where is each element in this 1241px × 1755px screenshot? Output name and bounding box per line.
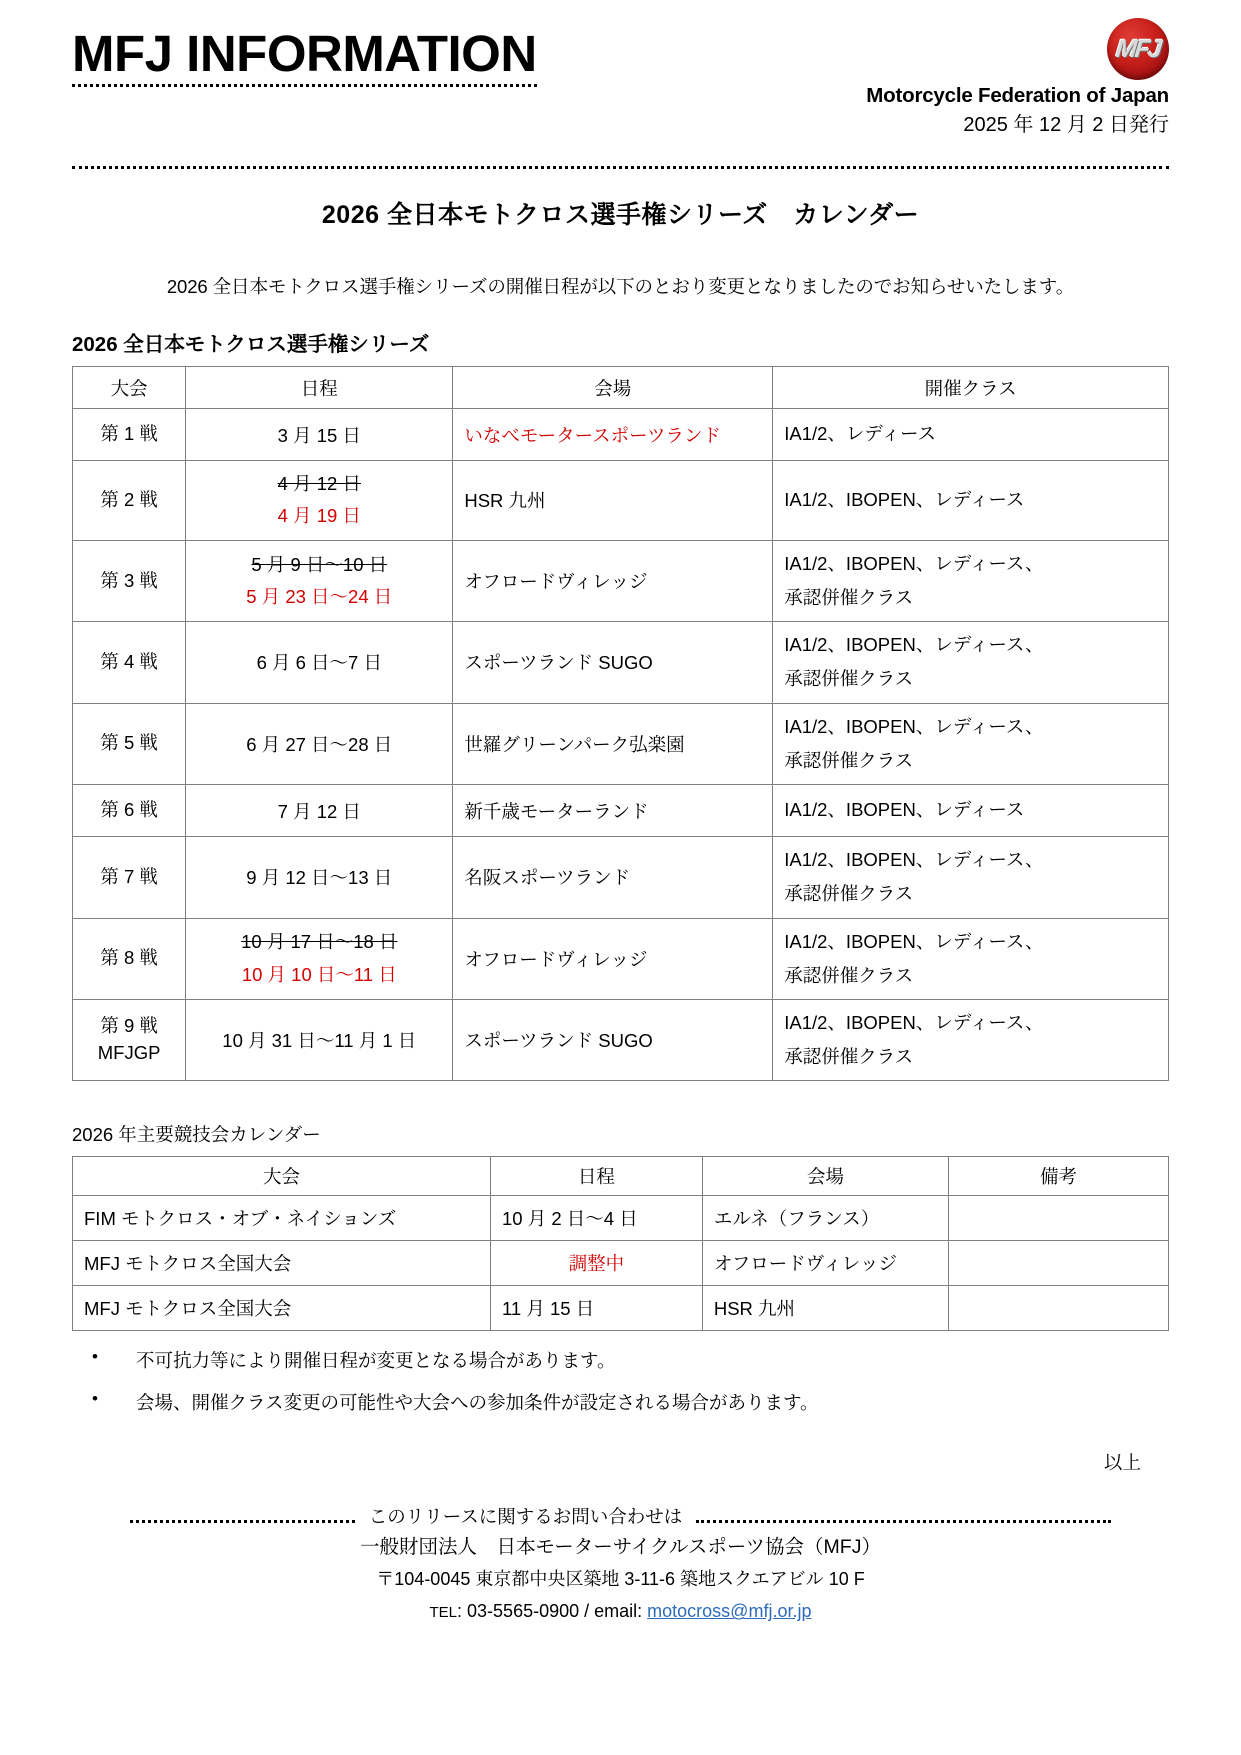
event-line-1: 第 9 戦 (100, 1015, 158, 1037)
footer-contact (72, 1598, 1169, 1626)
column-header-class: 開催クラス (773, 367, 1169, 409)
date-old: 10 月 17 日〜18 日 (241, 931, 398, 953)
class-line-1: IA1/2、IBOPEN、レディース、 (784, 930, 1044, 952)
cell-date: 調整中 (491, 1241, 703, 1286)
table-row (73, 1196, 1169, 1241)
date-new: 10 月 10 日〜11 日 (241, 963, 397, 985)
class-line-2: 承認併催クラス (784, 668, 914, 690)
cell-venue: HSR 九州 (702, 1286, 948, 1331)
table-header-row (73, 367, 1169, 409)
table-row (73, 703, 1169, 784)
footer-dots-right (696, 1520, 1111, 1523)
email-link[interactable]: motocross@mfj.or.jp (647, 1601, 812, 1622)
date-old: 4 月 12 日 (277, 473, 361, 494)
footer (72, 1503, 1169, 1626)
table-row (73, 1241, 1169, 1286)
section-title-major: 2026 年主要競技会カレンダー (72, 1124, 321, 1146)
mfj-logo-text: MFJ (1114, 34, 1162, 63)
major-events-table (72, 1156, 1169, 1331)
cell-event: 第 2 戦 (73, 461, 186, 541)
cell-venue: 世羅グリーンパーク弘楽園 (453, 703, 773, 784)
cell-date (186, 918, 453, 999)
cell-date (186, 540, 453, 621)
cell-class (773, 409, 1169, 461)
cell-event: 第 8 戦 (73, 918, 186, 999)
federation-name: Motorcycle Federation of Japan (866, 84, 1169, 107)
cell-date: 6 月 6 日〜7 日 (186, 622, 453, 703)
cell-class (773, 622, 1169, 703)
class-line-1: IA1/2、IBOPEN、レディース、 (784, 715, 1044, 737)
cell-class (773, 703, 1169, 784)
cell-event: 第 6 戦 (73, 785, 186, 837)
masthead-title: MFJ INFORMATION (72, 28, 537, 87)
table-row (73, 785, 1169, 837)
cell-venue: HSR 九州 (453, 461, 773, 541)
column-header-date: 日程 (491, 1157, 703, 1196)
cell-event: FIM モトクロス・オブ・ネイションズ (73, 1196, 491, 1241)
column-header-venue: 会場 (702, 1157, 948, 1196)
cell-class (773, 540, 1169, 621)
footer-inquiry-row (72, 1503, 1169, 1529)
cell-date: 11 月 15 日 (491, 1286, 703, 1331)
table-row (73, 461, 1169, 541)
bullet-icon: • (92, 1347, 98, 1367)
class-line-2: 承認併催クラス (784, 749, 914, 771)
table-row (73, 409, 1169, 461)
cell-event: MFJ モトクロス全国大会 (73, 1286, 491, 1331)
column-header-event: 大会 (73, 1157, 491, 1196)
date-old: 5 月 9 日〜10 日 (251, 553, 388, 575)
event-line-2: MFJGP (97, 1042, 161, 1064)
table-row (73, 999, 1169, 1080)
column-header-venue: 会場 (453, 367, 773, 409)
cell-note (949, 1241, 1169, 1286)
section-title-series: 2026 全日本モトクロス選手権シリーズ (72, 333, 430, 356)
class-line-2: 承認併催クラス (784, 586, 914, 608)
bullet-icon: • (92, 1389, 98, 1409)
column-header-date: 日程 (186, 367, 453, 409)
mfj-logo-icon (1107, 18, 1169, 80)
column-header-event: 大会 (73, 367, 186, 409)
tel-value: : 03-5565-0900 / email: (457, 1601, 648, 1622)
cell-class (773, 918, 1169, 999)
cell-date: 9 月 12 日〜13 日 (186, 837, 453, 918)
masthead (72, 0, 1169, 156)
cell-event: 第 3 戦 (73, 540, 186, 621)
cell-class (773, 461, 1169, 541)
footer-dots-left (130, 1520, 355, 1523)
table-row (73, 622, 1169, 703)
cell-class (773, 999, 1169, 1080)
tel-label: TEL (429, 1604, 458, 1622)
cell-venue: オフロードヴィレッジ (702, 1241, 948, 1286)
cell-venue: 新千歳モーターランド (453, 785, 773, 837)
class-line-1: IA1/2、IBOPEN、レディース、 (784, 849, 1044, 871)
cell-event: 第 5 戦 (73, 703, 186, 784)
cell-event: 第 1 戦 (73, 409, 186, 461)
cell-event: MFJ モトクロス全国大会 (73, 1241, 491, 1286)
cell-venue: 名阪スポーツランド (453, 837, 773, 918)
class-line-1: IA1/2、IBOPEN、レディース (784, 489, 1025, 511)
list-item (72, 1389, 1169, 1415)
class-line-2: 承認併催クラス (784, 1046, 914, 1068)
cell-date (186, 461, 453, 541)
note-text: 会場、開催クラス変更の可能性や大会への参加条件が設定される場合があります。 (136, 1392, 819, 1414)
class-line-2: 承認併催クラス (784, 964, 914, 986)
class-line-1: IA1/2、レディース (784, 423, 937, 445)
footer-inquiry-text: このリリースに関するお問い合わせは (368, 1506, 683, 1528)
cell-event (73, 999, 186, 1080)
header-divider (72, 166, 1169, 169)
cell-note (949, 1286, 1169, 1331)
notes-list (72, 1347, 1169, 1415)
class-line-2: 承認併催クラス (784, 883, 914, 905)
cell-venue: オフロードヴィレッジ (453, 540, 773, 621)
cell-venue: スポーツランド SUGO (453, 999, 773, 1080)
logo-wrap (649, 18, 1169, 80)
brand-block (649, 18, 1169, 139)
table-row (73, 837, 1169, 918)
column-header-note: 備考 (949, 1157, 1169, 1196)
table-row (73, 918, 1169, 999)
class-line-1: IA1/2、IBOPEN、レディース、 (784, 1011, 1044, 1033)
cell-class (773, 837, 1169, 918)
cell-event: 第 7 戦 (73, 837, 186, 918)
cell-date: 10 月 2 日〜4 日 (491, 1196, 703, 1241)
date-new: 4 月 19 日 (277, 505, 361, 527)
cell-date: 7 月 12 日 (186, 785, 453, 837)
class-line-1: IA1/2、IBOPEN、レディース、 (784, 552, 1044, 574)
table-row (73, 1286, 1169, 1331)
issue-date: 2025 年 12 月 2 日発行 (963, 113, 1169, 136)
table-header-row (73, 1157, 1169, 1196)
class-line-1: IA1/2、IBOPEN、レディース (784, 799, 1025, 821)
table-row (73, 540, 1169, 621)
cell-venue: スポーツランド SUGO (453, 622, 773, 703)
cell-date: 6 月 27 日〜28 日 (186, 703, 453, 784)
cell-venue: オフロードヴィレッジ (453, 918, 773, 999)
cell-venue: いなべモータースポーツランド (453, 409, 773, 461)
note-text: 不可抗力等により開催日程が変更となる場合があります。 (136, 1350, 616, 1372)
cell-date: 3 月 15 日 (186, 409, 453, 461)
cell-date: 10 月 31 日〜11 月 1 日 (186, 999, 453, 1080)
cell-class (773, 785, 1169, 837)
intro-paragraph: 2026 全日本モトクロス選手権シリーズの開催日程が以下のとおり変更となりましたのでお知らせいたします。 (166, 276, 1075, 297)
list-item (72, 1347, 1169, 1373)
date-new: 5 月 23 日〜24 日 (246, 585, 393, 607)
class-line-1: IA1/2、IBOPEN、レディース、 (784, 634, 1044, 656)
closing-text: 以上 (1103, 1452, 1141, 1474)
cell-event: 第 4 戦 (73, 622, 186, 703)
footer-org-name: 一般財団法人 日本モーターサイクルスポーツ協会（MFJ） (360, 1536, 881, 1559)
schedule-table (72, 366, 1169, 1081)
cell-venue: エルネ（フランス） (702, 1196, 948, 1241)
cell-note (949, 1196, 1169, 1241)
footer-address: 〒104-0045 東京都中央区築地 3-11-6 築地スクエアビル 10 F (376, 1568, 865, 1589)
page-title: 2026 全日本モトクロス選手権シリーズ カレンダー (321, 201, 920, 229)
